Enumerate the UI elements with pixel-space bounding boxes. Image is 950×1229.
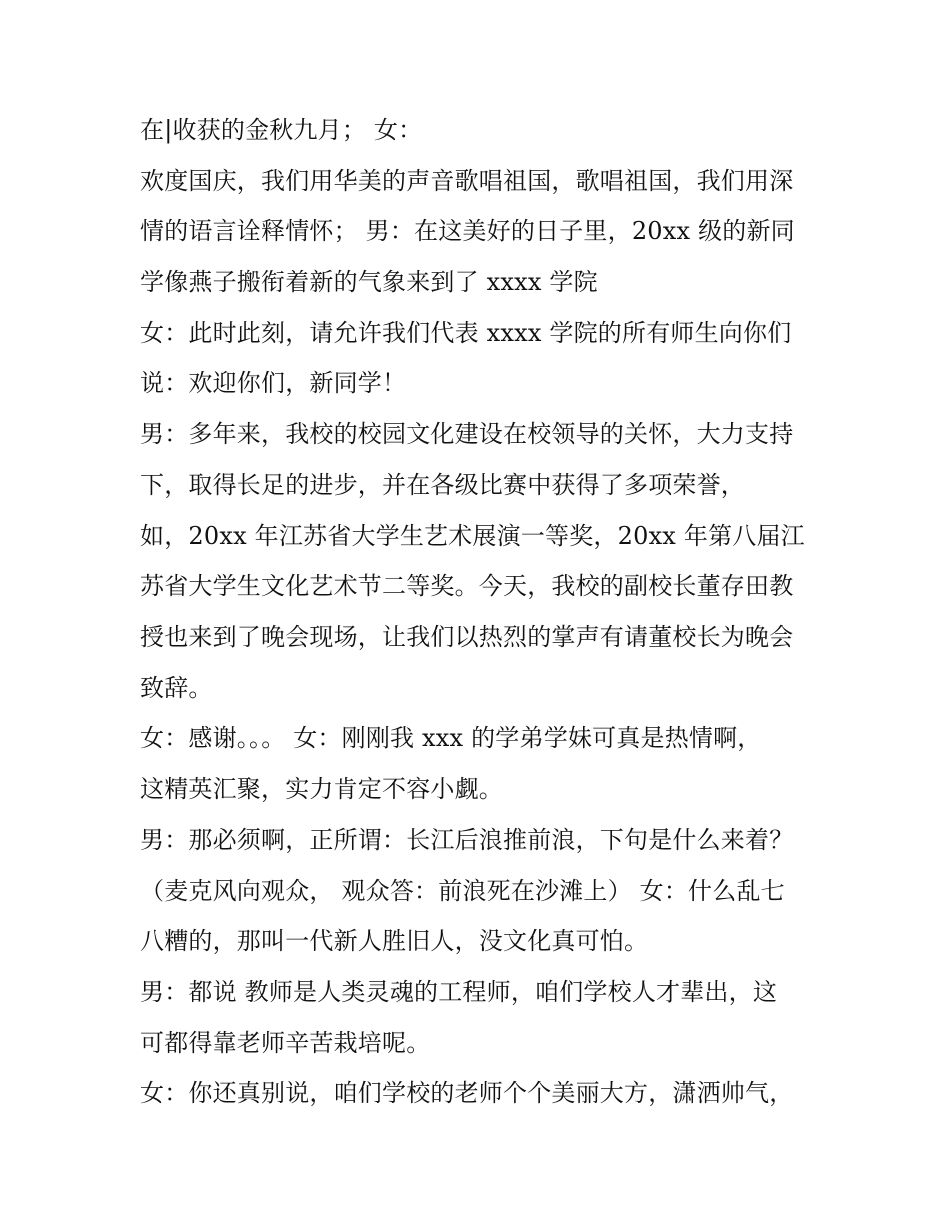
text-line: 说：欢迎你们，新同学！ bbox=[140, 369, 407, 397]
text-line: 八糟的，那叫一代新人胜旧人，没文化真可怕。 bbox=[140, 927, 649, 955]
text-line: 授也来到了晚会现场，让我们以热烈的掌声有请董校长为晚会 bbox=[140, 623, 794, 651]
text-line: 男：都说 教师是人类灵魂的工程师，咱们学校人才辈出，这 bbox=[140, 978, 778, 1006]
text-line: （麦克风向观众， 观众答：前浪死在沙滩上） 女：什么乱七 bbox=[140, 877, 785, 905]
text-line: 欢度国庆，我们用华美的声音歌唱祖国，歌唱祖国，我们用深 bbox=[140, 167, 794, 195]
text-line: 这精英汇聚，实力肯定不容小觑。 bbox=[140, 775, 503, 803]
text-line: 女：感谢。。。 女：刚刚我 xxx 的学弟学妹可真是热情啊， bbox=[140, 724, 762, 752]
text-line: 下，取得长足的进步，并在各级比赛中获得了多项荣誉， bbox=[140, 471, 745, 499]
text-line: 致辞。 bbox=[140, 674, 213, 702]
text-line: 苏省大学生文化艺术节二等奖。今天，我校的副校长董存田教 bbox=[140, 572, 794, 600]
text-line: 女：你还真别说，咱们学校的老师个个美丽大方，潇洒帅气， bbox=[140, 1079, 794, 1107]
text-line: 男：多年来，我校的校园文化建设在校领导的关怀，大力支持 bbox=[140, 420, 794, 448]
text-line: 可都得靠老师辛苦栽培呢。 bbox=[140, 1029, 431, 1057]
text-line: 学像燕子搬衔着新的气象来到了 xxxx 学院 bbox=[140, 268, 598, 296]
text-line: 情的语言诠释情怀； 男：在这美好的日子里，20xx 级的新同 bbox=[140, 217, 795, 245]
text-line: 男：那必须啊，正所谓：长江后浪推前浪，下句是什么来着？ bbox=[140, 826, 794, 854]
text-line: 在|收获的金秋九月； 女： bbox=[140, 116, 423, 144]
text-line: 如，20xx 年江苏省大学生艺术展演一等奖，20xx 年第八届江 bbox=[140, 522, 805, 550]
text-line: 女：此时此刻，请允许我们代表 xxxx 学院的所有师生向你们 bbox=[140, 319, 792, 347]
